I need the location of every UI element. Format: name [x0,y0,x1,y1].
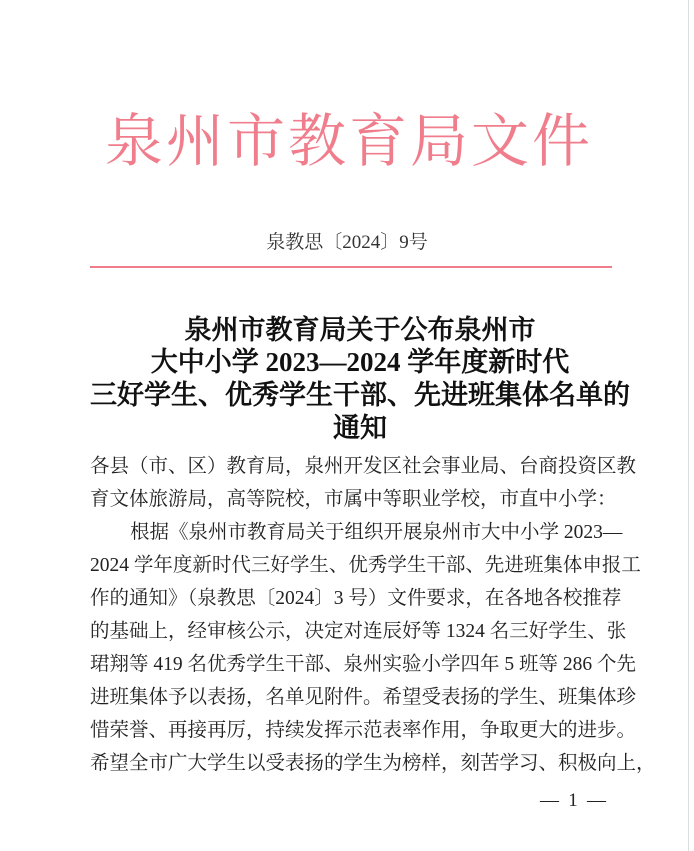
notice-title-line: 泉州市教育局关于公布泉州市 [184,315,536,345]
scan-edge [688,0,689,851]
red-divider [90,266,612,268]
body-line: 各县（市、区）教育局，泉州开发区社会事业局、台商投资区教 [90,456,637,477]
body-line: 2024 学年度新时代三好学生、优秀学生干部、先进班集体申报工 [90,555,641,576]
body-line: 育文体旅游局，高等院校，市属中等职业学校，市直中小学： [90,489,617,510]
body-line: 惜荣誉、再接再厉，持续发挥示范表率作用，争取更大的进步。 [90,720,637,741]
document-number: 泉教思〔2024〕9号 [266,232,428,253]
body-line: 根据《泉州市教育局关于组织开展泉州市大中小学 2023— [130,522,623,543]
body-line: 的基础上，经审核公示，决定对连辰妤等 1324 名三好学生、张 [90,621,627,642]
notice-title-line: 大中小学 2023—2024 学年度新时代 [150,347,570,377]
body-line: 进班集体予以表扬，名单见附件。希望受表扬的学生、班集体珍 [90,687,637,708]
body-line: 珺翔等 419 名优秀学生干部、泉州实验小学四年 5 班等 286 个先 [90,654,637,675]
body-line: 作的通知》（泉教思〔2024〕3 号）文件要求，在各地各校推荐 [90,588,622,609]
body-line: 希望全市广大学生以受表扬的学生为榜样，刻苦学习、积极向上， [90,753,656,774]
notice-title-line: 三好学生、优秀学生干部、先进班集体名单的通知 [90,380,630,443]
document-header-title: 泉州市教育局文件 [105,109,590,174]
page-number: — 1 — [540,790,606,811]
